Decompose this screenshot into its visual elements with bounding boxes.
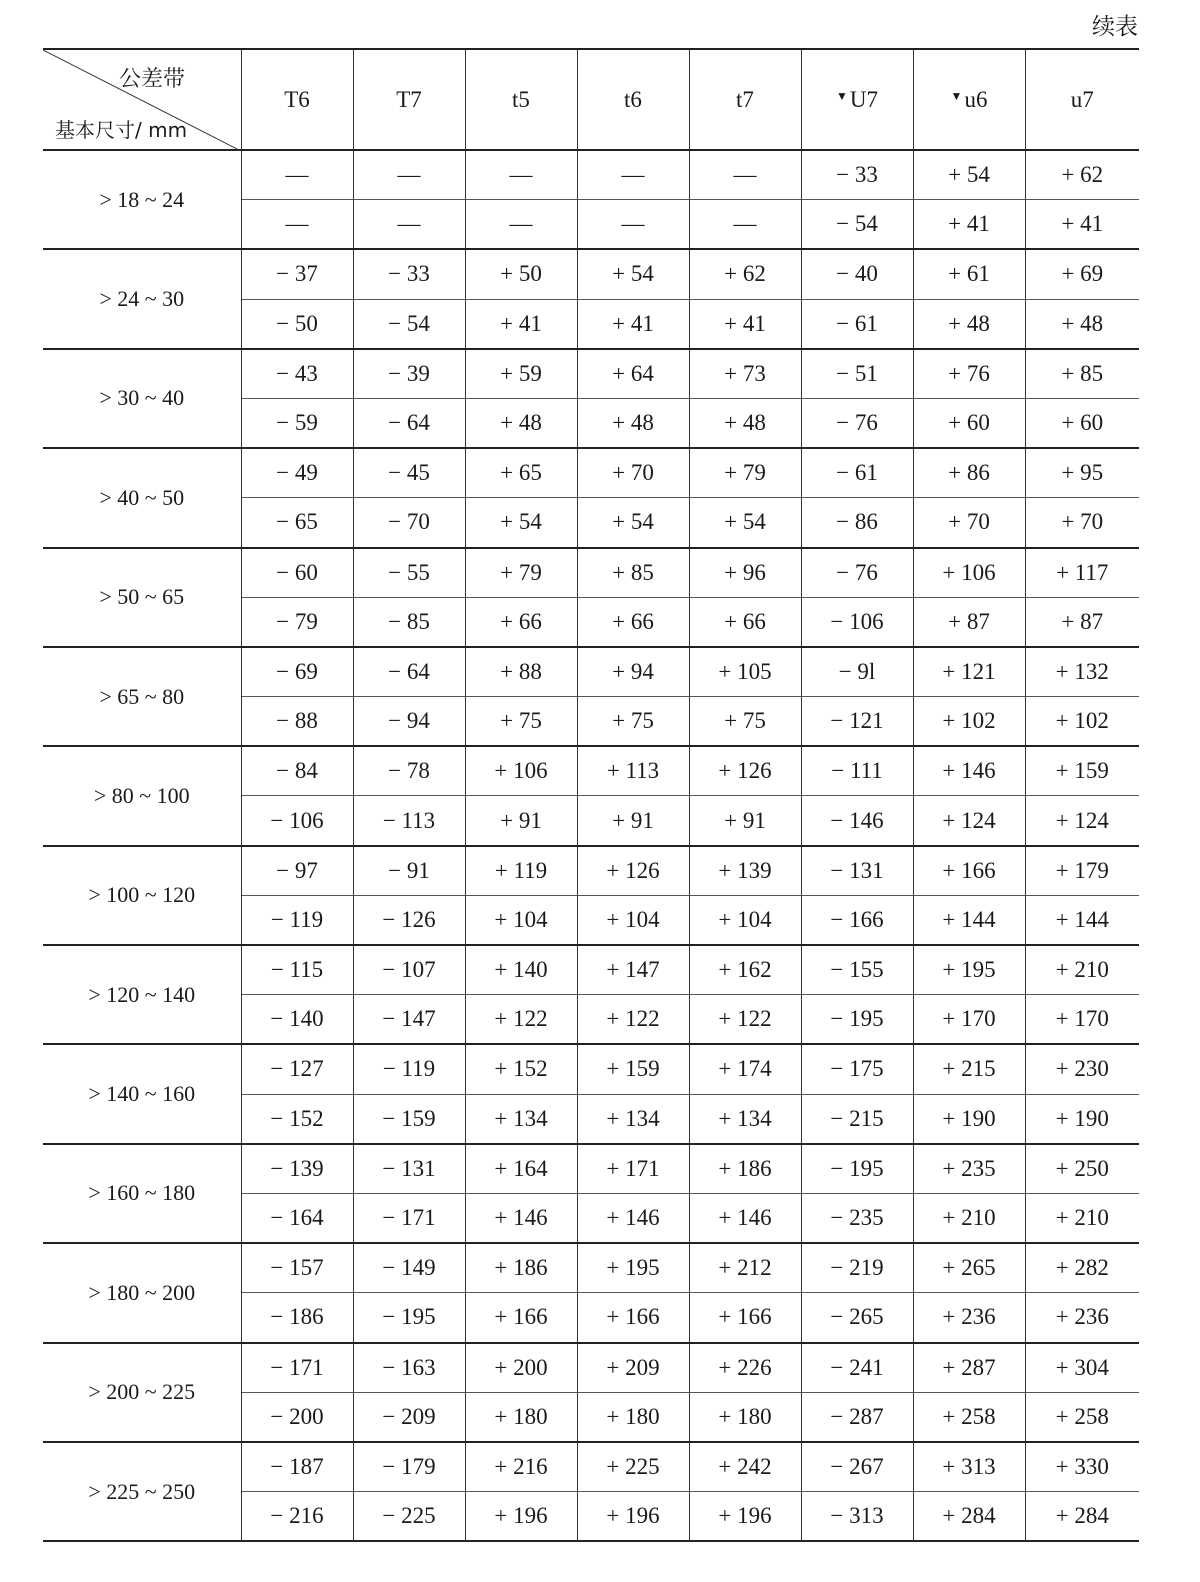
upper-deviation-cell: + 225 <box>577 1442 689 1492</box>
lower-deviation-cell: − 65 <box>241 498 353 548</box>
upper-deviation-cell: + 216 <box>465 1442 577 1492</box>
upper-deviation-cell: − 9l <box>801 647 913 697</box>
lower-deviation-cell: − 235 <box>801 1193 913 1243</box>
upper-deviation-cell: + 117 <box>1025 548 1139 598</box>
column-header <box>353 49 465 150</box>
lower-deviation-cell: + 48 <box>689 398 801 448</box>
lower-deviation-cell: − 164 <box>241 1193 353 1243</box>
lower-deviation-cell: − 171 <box>353 1193 465 1243</box>
upper-deviation-cell: + 106 <box>913 548 1025 598</box>
upper-deviation-cell: — <box>689 150 801 200</box>
lower-deviation-cell: − 159 <box>353 1094 465 1144</box>
lower-deviation-cell: − 54 <box>801 200 913 250</box>
lower-deviation-cell: + 66 <box>577 597 689 647</box>
lower-deviation-cell: − 265 <box>801 1293 913 1343</box>
lower-deviation-cell: + 196 <box>577 1492 689 1542</box>
lower-deviation-cell: + 104 <box>465 895 577 945</box>
upper-deviation-cell: + 171 <box>577 1144 689 1194</box>
upper-deviation-cell: + 164 <box>465 1144 577 1194</box>
upper-deviation-cell: − 64 <box>353 647 465 697</box>
upper-deviation-cell: + 215 <box>913 1044 1025 1094</box>
lower-deviation-cell: − 85 <box>353 597 465 647</box>
lower-deviation-cell: + 170 <box>913 995 1025 1045</box>
lower-deviation-cell: − 146 <box>801 796 913 846</box>
continued-label: 续表 <box>1092 14 1138 40</box>
column-header <box>913 49 1025 150</box>
upper-deviation-cell: + 121 <box>913 647 1025 697</box>
column-header <box>1025 49 1139 150</box>
table-row <box>43 349 1139 399</box>
lower-deviation-cell: − 152 <box>241 1094 353 1144</box>
upper-deviation-cell: − 163 <box>353 1343 465 1393</box>
upper-deviation-cell: + 70 <box>577 448 689 498</box>
upper-deviation-cell: + 313 <box>913 1442 1025 1492</box>
lower-deviation-cell: − 200 <box>241 1392 353 1442</box>
lower-deviation-cell: — <box>689 200 801 250</box>
lower-deviation-cell: + 48 <box>1025 299 1139 349</box>
lower-deviation-cell: − 79 <box>241 597 353 647</box>
table-row <box>43 448 1139 498</box>
lower-deviation-cell: — <box>241 200 353 250</box>
upper-deviation-cell: − 241 <box>801 1343 913 1393</box>
upper-deviation-cell: − 49 <box>241 448 353 498</box>
lower-deviation-cell: + 122 <box>465 995 577 1045</box>
lower-deviation-cell: + 75 <box>689 697 801 747</box>
upper-deviation-cell: + 86 <box>913 448 1025 498</box>
lower-deviation-cell: + 104 <box>689 895 801 945</box>
lower-deviation-cell: + 166 <box>689 1293 801 1343</box>
column-label: t5 <box>512 86 530 112</box>
lower-deviation-cell: − 186 <box>241 1293 353 1343</box>
lower-deviation-cell: − 106 <box>801 597 913 647</box>
lower-deviation-cell: − 215 <box>801 1094 913 1144</box>
upper-deviation-cell: − 139 <box>241 1144 353 1194</box>
size-range-cell: > 24 ~ 30 <box>43 249 241 348</box>
upper-deviation-cell: − 45 <box>353 448 465 498</box>
lower-deviation-cell: + 166 <box>465 1293 577 1343</box>
lower-deviation-cell: + 210 <box>1025 1193 1139 1243</box>
upper-deviation-cell: + 65 <box>465 448 577 498</box>
size-range-cell: > 18 ~ 24 <box>43 150 241 249</box>
lower-deviation-cell: − 94 <box>353 697 465 747</box>
column-label: u7 <box>1070 86 1094 112</box>
upper-deviation-cell: + 61 <box>913 249 1025 299</box>
table-row <box>43 1343 1139 1393</box>
lower-deviation-cell: + 87 <box>1025 597 1139 647</box>
upper-deviation-cell: − 84 <box>241 746 353 796</box>
lower-deviation-cell: − 88 <box>241 697 353 747</box>
upper-deviation-cell: − 37 <box>241 249 353 299</box>
upper-deviation-cell: − 40 <box>801 249 913 299</box>
lower-deviation-cell: + 66 <box>689 597 801 647</box>
lower-deviation-cell: − 287 <box>801 1392 913 1442</box>
lower-deviation-cell: + 60 <box>1025 398 1139 448</box>
upper-deviation-cell: − 69 <box>241 647 353 697</box>
lower-deviation-cell: — <box>465 200 577 250</box>
corner-header-cell <box>43 49 241 150</box>
upper-deviation-cell: + 195 <box>913 945 1025 995</box>
upper-deviation-cell: + 186 <box>465 1243 577 1293</box>
upper-deviation-cell: + 64 <box>577 349 689 399</box>
upper-deviation-cell: + 212 <box>689 1243 801 1293</box>
upper-deviation-cell: − 187 <box>241 1442 353 1492</box>
upper-deviation-cell: − 51 <box>801 349 913 399</box>
lower-deviation-cell: + 122 <box>689 995 801 1045</box>
lower-deviation-cell: + 134 <box>577 1094 689 1144</box>
lower-deviation-cell: + 41 <box>577 299 689 349</box>
lower-deviation-cell: − 126 <box>353 895 465 945</box>
upper-deviation-cell: + 235 <box>913 1144 1025 1194</box>
upper-deviation-cell: + 195 <box>577 1243 689 1293</box>
lower-deviation-cell: + 284 <box>1025 1492 1139 1542</box>
table-row <box>43 249 1139 299</box>
upper-deviation-cell: + 113 <box>577 746 689 796</box>
upper-deviation-cell: + 250 <box>1025 1144 1139 1194</box>
lower-deviation-cell: + 180 <box>577 1392 689 1442</box>
lower-deviation-cell: + 258 <box>1025 1392 1139 1442</box>
column-label: T6 <box>284 86 310 112</box>
lower-deviation-cell: + 146 <box>465 1193 577 1243</box>
lower-deviation-cell: + 41 <box>913 200 1025 250</box>
upper-deviation-cell: — <box>241 150 353 200</box>
lower-deviation-cell: − 86 <box>801 498 913 548</box>
lower-deviation-cell: − 166 <box>801 895 913 945</box>
upper-deviation-cell: − 97 <box>241 846 353 896</box>
upper-deviation-cell: + 174 <box>689 1044 801 1094</box>
upper-deviation-cell: + 230 <box>1025 1044 1139 1094</box>
lower-deviation-cell: + 102 <box>913 697 1025 747</box>
lower-deviation-cell: + 144 <box>1025 895 1139 945</box>
upper-deviation-cell: + 105 <box>689 647 801 697</box>
upper-deviation-cell: − 219 <box>801 1243 913 1293</box>
upper-deviation-cell: + 179 <box>1025 846 1139 896</box>
upper-deviation-cell: − 179 <box>353 1442 465 1492</box>
lower-deviation-cell: + 170 <box>1025 995 1139 1045</box>
lower-deviation-cell: + 284 <box>913 1492 1025 1542</box>
column-header <box>801 49 913 150</box>
tolerance-zone-label: 公差带 <box>119 67 186 92</box>
lower-deviation-cell: + 190 <box>913 1094 1025 1144</box>
upper-deviation-cell: + 95 <box>1025 448 1139 498</box>
lower-deviation-cell: − 64 <box>353 398 465 448</box>
upper-deviation-cell: − 78 <box>353 746 465 796</box>
column-label: t7 <box>736 86 754 112</box>
upper-deviation-cell: + 265 <box>913 1243 1025 1293</box>
table-row <box>43 647 1139 697</box>
upper-deviation-cell: + 126 <box>577 846 689 896</box>
upper-deviation-cell: + 226 <box>689 1343 801 1393</box>
lower-deviation-cell: − 225 <box>353 1492 465 1542</box>
upper-deviation-cell: − 55 <box>353 548 465 598</box>
lower-deviation-cell: — <box>353 200 465 250</box>
table-row <box>43 150 1139 200</box>
size-range-cell: > 200 ~ 225 <box>43 1343 241 1442</box>
upper-deviation-cell: + 88 <box>465 647 577 697</box>
size-range-cell: > 180 ~ 200 <box>43 1243 241 1342</box>
upper-deviation-cell: − 33 <box>801 150 913 200</box>
column-label: t6 <box>624 86 642 112</box>
size-range-cell: > 40 ~ 50 <box>43 448 241 547</box>
lower-deviation-cell: − 313 <box>801 1492 913 1542</box>
lower-deviation-cell: + 54 <box>465 498 577 548</box>
lower-deviation-cell: + 180 <box>689 1392 801 1442</box>
upper-deviation-cell: − 175 <box>801 1044 913 1094</box>
preferred-mark-icon: ▼ <box>835 88 848 103</box>
table-row <box>43 846 1139 896</box>
upper-deviation-cell: — <box>353 150 465 200</box>
upper-deviation-cell: − 149 <box>353 1243 465 1293</box>
lower-deviation-cell: + 41 <box>689 299 801 349</box>
upper-deviation-cell: + 73 <box>689 349 801 399</box>
preferred-mark-icon: ▼ <box>950 88 963 103</box>
upper-deviation-cell: + 159 <box>577 1044 689 1094</box>
upper-deviation-cell: + 287 <box>913 1343 1025 1393</box>
lower-deviation-cell: + 102 <box>1025 697 1139 747</box>
lower-deviation-cell: − 140 <box>241 995 353 1045</box>
upper-deviation-cell: + 132 <box>1025 647 1139 697</box>
lower-deviation-cell: + 134 <box>689 1094 801 1144</box>
lower-deviation-cell: + 41 <box>465 299 577 349</box>
upper-deviation-cell: + 62 <box>689 249 801 299</box>
upper-deviation-cell: − 131 <box>353 1144 465 1194</box>
lower-deviation-cell: − 54 <box>353 299 465 349</box>
upper-deviation-cell: + 119 <box>465 846 577 896</box>
size-range-cell: > 100 ~ 120 <box>43 846 241 945</box>
upper-deviation-cell: + 152 <box>465 1044 577 1094</box>
upper-deviation-cell: − 127 <box>241 1044 353 1094</box>
column-header <box>465 49 577 150</box>
tolerance-table <box>43 48 1139 1542</box>
upper-deviation-cell: − 61 <box>801 448 913 498</box>
lower-deviation-cell: + 134 <box>465 1094 577 1144</box>
lower-deviation-cell: − 70 <box>353 498 465 548</box>
upper-deviation-cell: − 91 <box>353 846 465 896</box>
size-range-cell: > 30 ~ 40 <box>43 349 241 448</box>
lower-deviation-cell: − 119 <box>241 895 353 945</box>
size-range-cell: > 160 ~ 180 <box>43 1144 241 1243</box>
size-range-cell: > 50 ~ 65 <box>43 548 241 647</box>
column-header <box>689 49 801 150</box>
upper-deviation-cell: + 85 <box>577 548 689 598</box>
lower-deviation-cell: + 196 <box>465 1492 577 1542</box>
upper-deviation-cell: + 54 <box>577 249 689 299</box>
upper-deviation-cell: − 111 <box>801 746 913 796</box>
upper-deviation-cell: — <box>577 150 689 200</box>
lower-deviation-cell: − 61 <box>801 299 913 349</box>
lower-deviation-cell: − 121 <box>801 697 913 747</box>
lower-deviation-cell: − 195 <box>353 1293 465 1343</box>
column-label: T7 <box>396 86 422 112</box>
lower-deviation-cell: + 180 <box>465 1392 577 1442</box>
lower-deviation-cell: + 124 <box>1025 796 1139 846</box>
lower-deviation-cell: + 75 <box>465 697 577 747</box>
upper-deviation-cell: − 107 <box>353 945 465 995</box>
lower-deviation-cell: − 106 <box>241 796 353 846</box>
upper-deviation-cell: + 330 <box>1025 1442 1139 1492</box>
lower-deviation-cell: − 195 <box>801 995 913 1045</box>
lower-deviation-cell: − 216 <box>241 1492 353 1542</box>
upper-deviation-cell: + 146 <box>913 746 1025 796</box>
upper-deviation-cell: + 200 <box>465 1343 577 1393</box>
lower-deviation-cell: + 124 <box>913 796 1025 846</box>
lower-deviation-cell: + 70 <box>1025 498 1139 548</box>
upper-deviation-cell: + 186 <box>689 1144 801 1194</box>
upper-deviation-cell: + 139 <box>689 846 801 896</box>
upper-deviation-cell: − 195 <box>801 1144 913 1194</box>
lower-deviation-cell: + 122 <box>577 995 689 1045</box>
upper-deviation-cell: − 157 <box>241 1243 353 1293</box>
upper-deviation-cell: + 85 <box>1025 349 1139 399</box>
upper-deviation-cell: − 119 <box>353 1044 465 1094</box>
lower-deviation-cell: + 236 <box>913 1293 1025 1343</box>
lower-deviation-cell: + 41 <box>1025 200 1139 250</box>
lower-deviation-cell: + 48 <box>465 398 577 448</box>
lower-deviation-cell: + 236 <box>1025 1293 1139 1343</box>
table-body <box>43 150 1139 1541</box>
upper-deviation-cell: − 76 <box>801 548 913 598</box>
table-row <box>43 1144 1139 1194</box>
upper-deviation-cell: + 62 <box>1025 150 1139 200</box>
size-range-cell: > 80 ~ 100 <box>43 746 241 845</box>
upper-deviation-cell: + 69 <box>1025 249 1139 299</box>
upper-deviation-cell: − 267 <box>801 1442 913 1492</box>
upper-deviation-cell: − 155 <box>801 945 913 995</box>
upper-deviation-cell: − 131 <box>801 846 913 896</box>
upper-deviation-cell: + 159 <box>1025 746 1139 796</box>
lower-deviation-cell: − 59 <box>241 398 353 448</box>
upper-deviation-cell: + 166 <box>913 846 1025 896</box>
lower-deviation-cell: — <box>577 200 689 250</box>
lower-deviation-cell: + 75 <box>577 697 689 747</box>
lower-deviation-cell: + 196 <box>689 1492 801 1542</box>
upper-deviation-cell: + 304 <box>1025 1343 1139 1393</box>
column-label: U7 <box>849 86 878 112</box>
header-row <box>43 49 1139 150</box>
upper-deviation-cell: − 115 <box>241 945 353 995</box>
lower-deviation-cell: + 66 <box>465 597 577 647</box>
size-range-cell: > 140 ~ 160 <box>43 1044 241 1143</box>
upper-deviation-cell: + 94 <box>577 647 689 697</box>
lower-deviation-cell: + 60 <box>913 398 1025 448</box>
lower-deviation-cell: + 91 <box>465 796 577 846</box>
lower-deviation-cell: − 209 <box>353 1392 465 1442</box>
upper-deviation-cell: − 60 <box>241 548 353 598</box>
upper-deviation-cell: + 242 <box>689 1442 801 1492</box>
upper-deviation-cell: − 171 <box>241 1343 353 1393</box>
lower-deviation-cell: + 48 <box>913 299 1025 349</box>
upper-deviation-cell: + 59 <box>465 349 577 399</box>
lower-deviation-cell: + 166 <box>577 1293 689 1343</box>
lower-deviation-cell: + 146 <box>577 1193 689 1243</box>
lower-deviation-cell: + 144 <box>913 895 1025 945</box>
upper-deviation-cell: + 79 <box>689 448 801 498</box>
table-row <box>43 548 1139 598</box>
upper-deviation-cell: + 96 <box>689 548 801 598</box>
upper-deviation-cell: + 76 <box>913 349 1025 399</box>
lower-deviation-cell: + 54 <box>689 498 801 548</box>
column-header <box>577 49 689 150</box>
lower-deviation-cell: − 76 <box>801 398 913 448</box>
table-row <box>43 1044 1139 1094</box>
upper-deviation-cell: − 43 <box>241 349 353 399</box>
lower-deviation-cell: + 91 <box>577 796 689 846</box>
lower-deviation-cell: − 147 <box>353 995 465 1045</box>
lower-deviation-cell: − 50 <box>241 299 353 349</box>
table-row <box>43 945 1139 995</box>
upper-deviation-cell: + 282 <box>1025 1243 1139 1293</box>
lower-deviation-cell: + 70 <box>913 498 1025 548</box>
upper-deviation-cell: + 162 <box>689 945 801 995</box>
upper-deviation-cell: + 79 <box>465 548 577 598</box>
lower-deviation-cell: + 210 <box>913 1193 1025 1243</box>
lower-deviation-cell: + 190 <box>1025 1094 1139 1144</box>
upper-deviation-cell: + 147 <box>577 945 689 995</box>
upper-deviation-cell: — <box>465 150 577 200</box>
lower-deviation-cell: + 91 <box>689 796 801 846</box>
table-row <box>43 746 1139 796</box>
lower-deviation-cell: + 258 <box>913 1392 1025 1442</box>
upper-deviation-cell: + 106 <box>465 746 577 796</box>
lower-deviation-cell: − 113 <box>353 796 465 846</box>
lower-deviation-cell: + 87 <box>913 597 1025 647</box>
size-range-cell: > 65 ~ 80 <box>43 647 241 746</box>
upper-deviation-cell: − 33 <box>353 249 465 299</box>
upper-deviation-cell: + 54 <box>913 150 1025 200</box>
upper-deviation-cell: + 209 <box>577 1343 689 1393</box>
upper-deviation-cell: + 126 <box>689 746 801 796</box>
table-row <box>43 1243 1139 1293</box>
size-range-cell: > 225 ~ 250 <box>43 1442 241 1541</box>
column-header <box>241 49 353 150</box>
lower-deviation-cell: + 48 <box>577 398 689 448</box>
upper-deviation-cell: − 39 <box>353 349 465 399</box>
upper-deviation-cell: + 210 <box>1025 945 1139 995</box>
lower-deviation-cell: + 146 <box>689 1193 801 1243</box>
lower-deviation-cell: + 54 <box>577 498 689 548</box>
table-row <box>43 1442 1139 1492</box>
upper-deviation-cell: + 50 <box>465 249 577 299</box>
basic-size-label: 基本尺寸/ mm <box>55 118 188 142</box>
upper-deviation-cell: + 140 <box>465 945 577 995</box>
column-label: u6 <box>964 86 988 112</box>
lower-deviation-cell: + 104 <box>577 895 689 945</box>
size-range-cell: > 120 ~ 140 <box>43 945 241 1044</box>
